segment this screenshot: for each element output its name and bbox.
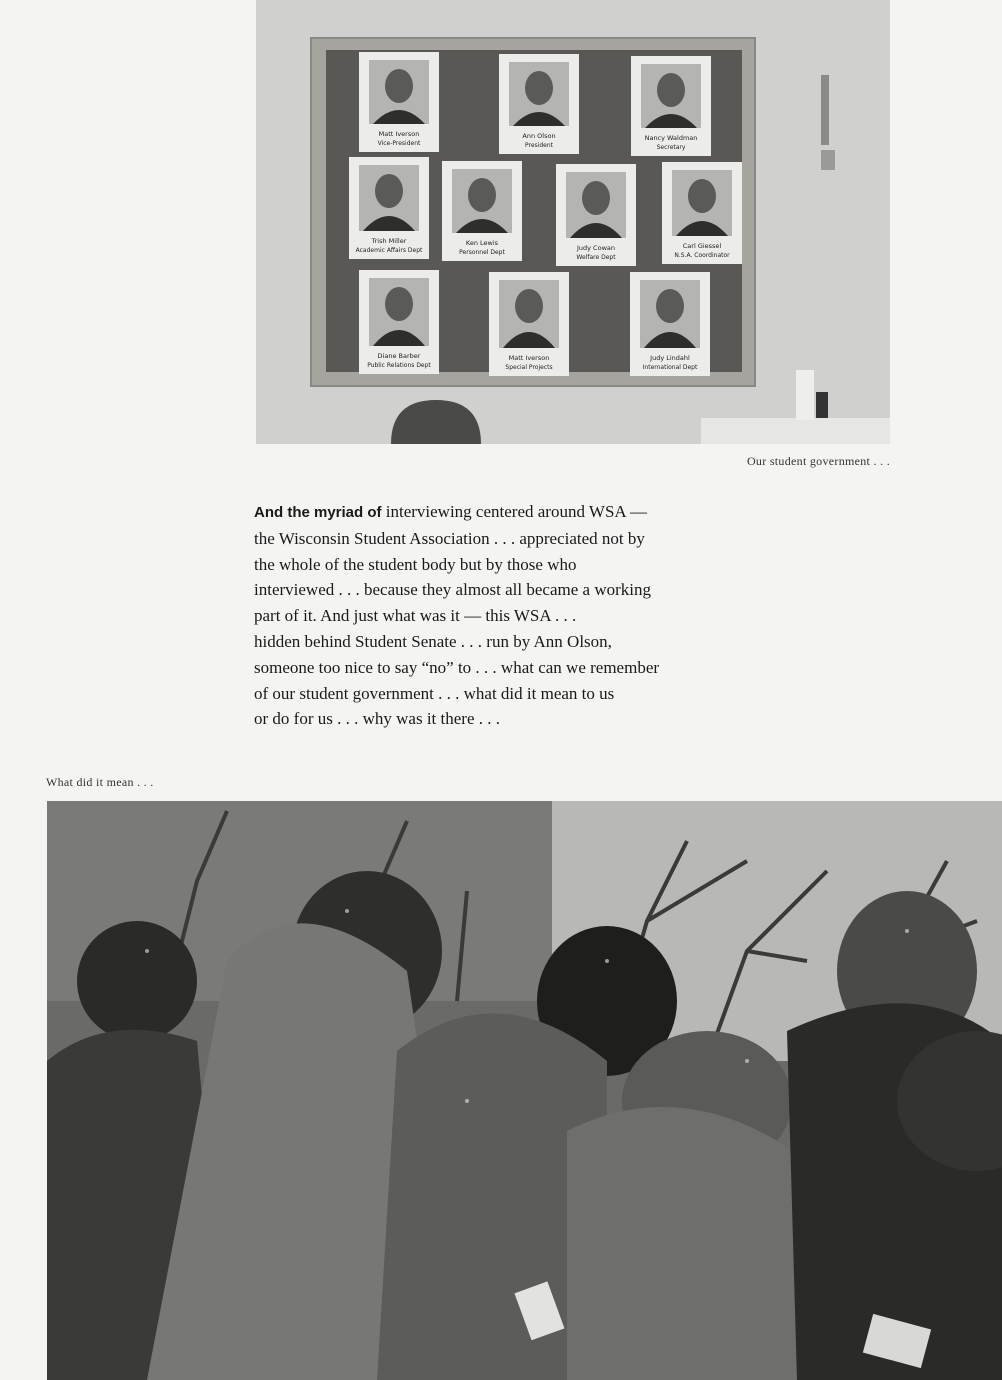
bulletin-board-photo [256, 0, 890, 444]
intro-lead: And the myriad of [254, 504, 382, 521]
portrait-title: Public Relations Dept [367, 362, 431, 369]
intro-line-9: or do for us . . . why was it there . . . [254, 709, 500, 729]
portrait-title: Academic Affairs Dept [355, 247, 423, 254]
portrait-title: International Dept [642, 364, 698, 371]
intro-line-1 [254, 499, 784, 526]
intro-line-6: hidden behind Student Senate . . . run by Ann Olson, [254, 631, 612, 651]
portrait-name: Carl Giessel [682, 242, 722, 250]
portrait-card [631, 56, 711, 156]
portrait-name: Judy Cowan [576, 244, 616, 252]
intro-line-3: the whole of the student body but by those who [254, 554, 577, 574]
portrait-name: Ken Lewis [465, 239, 499, 247]
portrait-card [349, 157, 429, 259]
portrait-card [489, 272, 569, 376]
portrait-title: Secretary [656, 144, 686, 151]
students-crowd-photo [47, 801, 1002, 1380]
bottom-photo-caption: What did it mean . . . [46, 775, 154, 789]
portrait-name: Nancy Waldman [644, 134, 698, 142]
crowd-illustration [47, 801, 1002, 1380]
portrait-title: N.S.A. Coordinator [674, 252, 730, 259]
bulletin-board-illustration [256, 0, 890, 444]
portrait-name: Matt Iverson [508, 354, 550, 362]
portrait-name: Judy Lindahl [650, 354, 690, 362]
portrait-name: Diane Barber [377, 352, 421, 360]
portrait-card [359, 270, 439, 374]
intro-line-8: of our student government . . . what did it mean to us [254, 683, 615, 703]
intro-line-2: the Wisconsin Student Association . . . appreciated not by [254, 528, 645, 548]
portrait-card [359, 52, 439, 152]
portrait-card [662, 162, 742, 264]
portrait-card [442, 161, 522, 261]
top-photo-caption: Our student government . . . [746, 454, 890, 468]
portrait-title: Special Projects [505, 364, 553, 371]
intro-line-1-text: interviewing centered around WSA — [381, 502, 647, 521]
portrait-name: Ann Olson [522, 132, 556, 140]
portrait-name: Matt Iverson [378, 130, 420, 138]
portrait-card [499, 54, 579, 154]
intro-paragraph [254, 499, 784, 732]
portrait-card [630, 272, 710, 376]
portrait-title: Welfare Dept [576, 254, 616, 261]
intro-line-5: part of it. And just what was it — this WSA . . . [254, 606, 577, 626]
portrait-card [556, 164, 636, 266]
portrait-title: President [525, 142, 553, 149]
intro-line-7: someone too nice to say “no” to . . . what can we remember [254, 657, 660, 677]
portrait-name: Trish Miller [371, 237, 407, 245]
portrait-title: Vice-President [377, 140, 421, 147]
portrait-title: Personnel Dept [459, 249, 505, 256]
intro-line-4: interviewed . . . because they almost all became a working [254, 580, 651, 600]
